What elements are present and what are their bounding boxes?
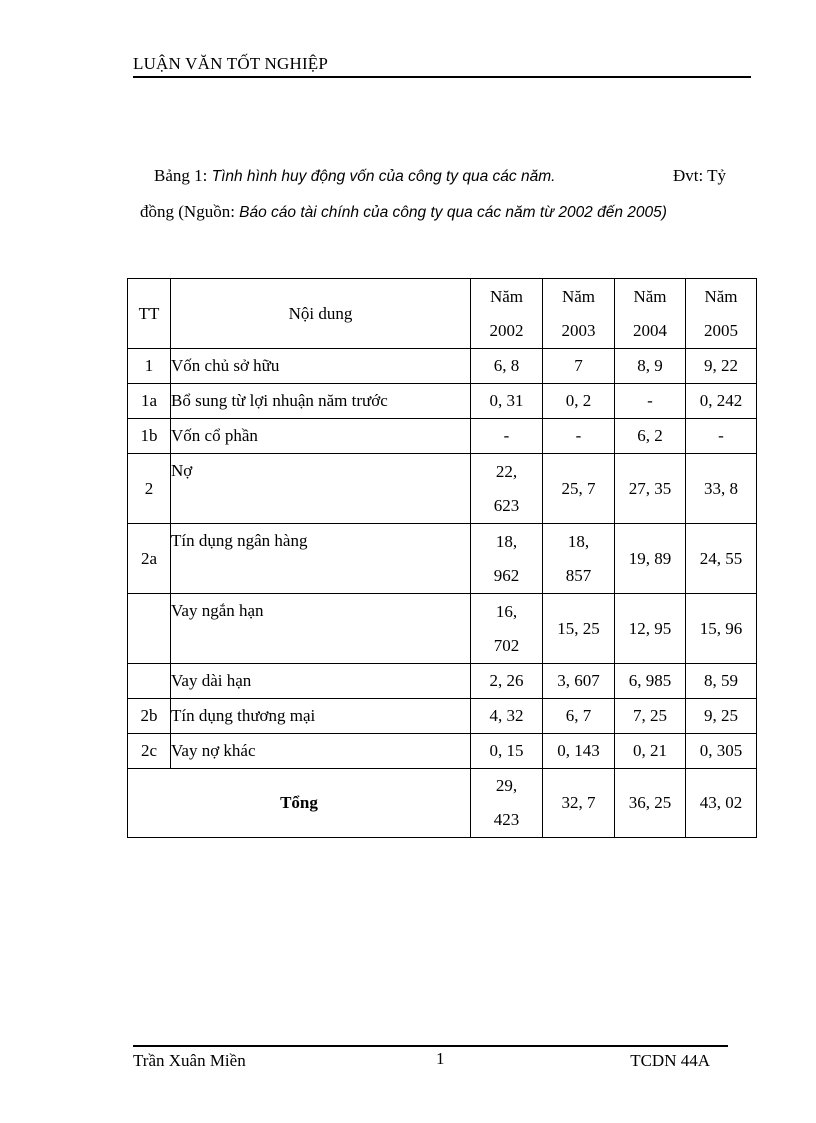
row-value [471, 524, 543, 594]
row-value: 6, 2 [615, 419, 686, 454]
row-value: 7 [543, 349, 615, 384]
row-value: 0, 21 [615, 734, 686, 769]
footer-page-number: 1 [436, 1049, 445, 1068]
value-part: 22, [495, 461, 518, 481]
row-tt [128, 664, 171, 699]
table-row [128, 664, 757, 699]
row-value: 6, 7 [543, 699, 615, 734]
capital-table [127, 278, 757, 838]
row-tt: 1 [128, 349, 171, 384]
row-value: 8, 59 [686, 664, 757, 699]
row-value [471, 594, 543, 664]
table-row [128, 454, 757, 524]
value-part: 623 [493, 495, 520, 515]
row-tt [128, 594, 171, 664]
footer-class: TCDN 44A [630, 1051, 710, 1070]
row-value: 27, 35 [615, 454, 686, 524]
row-label: Nợ [171, 454, 471, 524]
row-value: 4, 32 [471, 699, 543, 734]
row-tt: 2c [128, 734, 171, 769]
page-header [133, 54, 751, 78]
row-label: Vốn chủ sở hữu [171, 349, 471, 384]
row-label: Vay ngắn hạn [171, 594, 471, 664]
row-value: 0, 305 [686, 734, 757, 769]
caption-line-1 [140, 158, 730, 194]
row-value: 9, 25 [686, 699, 757, 734]
row-value: 33, 8 [686, 454, 757, 524]
table-row [128, 594, 757, 664]
total-label: Tổng [128, 769, 471, 838]
total-value: 36, 25 [615, 769, 686, 838]
row-value: 6, 8 [471, 349, 543, 384]
row-value: 6, 985 [615, 664, 686, 699]
caption-title: Tình hình huy động vốn của công ty qua các năm. [211, 168, 556, 185]
table-caption [140, 158, 730, 230]
value-part: 18, [495, 531, 518, 551]
header-title: LUẬN VĂN TỐT NGHIỆP [133, 54, 329, 73]
caption-prefix: Bảng 1: [154, 166, 212, 185]
row-value: 12, 95 [615, 594, 686, 664]
caption-source: Báo cáo tài chính của công ty qua các năm từ 2002 đến 2005) [239, 204, 667, 221]
row-value: 7, 25 [615, 699, 686, 734]
row-value: 0, 143 [543, 734, 615, 769]
row-value: 2, 26 [471, 664, 543, 699]
footer-author: Trần Xuân Miền [133, 1051, 246, 1070]
value-part: 29, [495, 776, 518, 795]
row-value: 0, 31 [471, 384, 543, 419]
caption-unit: Đvt: Tỷ [672, 166, 726, 185]
row-label: Vay dài hạn [171, 664, 471, 699]
row-value: 0, 15 [471, 734, 543, 769]
value-part: 18, [567, 531, 590, 551]
header-year: Năm 2004 [615, 279, 686, 349]
total-value: 32, 7 [543, 769, 615, 838]
row-tt: 1a [128, 384, 171, 419]
row-value: - [686, 419, 757, 454]
row-label: Vay nợ khác [171, 734, 471, 769]
row-label: Vốn cổ phần [171, 419, 471, 454]
row-tt: 1b [128, 419, 171, 454]
row-value: 15, 25 [543, 594, 615, 664]
row-value: - [471, 419, 543, 454]
page-footer [133, 1045, 728, 1077]
header-year: Năm 2005 [686, 279, 757, 349]
table-row [128, 384, 757, 419]
row-value: - [615, 384, 686, 419]
row-value: 15, 96 [686, 594, 757, 664]
row-tt: 2b [128, 699, 171, 734]
table-row [128, 349, 757, 384]
row-tt: 2a [128, 524, 171, 594]
row-label: Tín dụng thương mại [171, 699, 471, 734]
total-value [471, 769, 543, 838]
value-part: 16, [495, 601, 518, 621]
header-year: Năm 2003 [543, 279, 615, 349]
header-year: Năm 2002 [471, 279, 543, 349]
row-label: Bổ sung từ lợi nhuận năm trước [171, 384, 471, 419]
row-tt: 2 [128, 454, 171, 524]
row-value [471, 454, 543, 524]
value-part: 423 [493, 810, 520, 829]
table-row [128, 734, 757, 769]
table-total-row [128, 769, 757, 838]
value-part: 702 [493, 635, 520, 655]
row-value: 0, 242 [686, 384, 757, 419]
row-value: 24, 55 [686, 524, 757, 594]
row-value: 0, 2 [543, 384, 615, 419]
row-value: 9, 22 [686, 349, 757, 384]
row-value: - [543, 419, 615, 454]
row-value: 3, 607 [543, 664, 615, 699]
table-header-row [128, 279, 757, 349]
table-row [128, 524, 757, 594]
total-value: 43, 02 [686, 769, 757, 838]
header-tt: TT [128, 279, 171, 349]
row-value [543, 524, 615, 594]
value-part: 857 [565, 565, 592, 585]
caption-source-prefix: đồng (Nguồn: [140, 202, 240, 221]
table-row [128, 699, 757, 734]
row-value: 8, 9 [615, 349, 686, 384]
header-content: Nội dung [171, 279, 471, 349]
row-value: 19, 89 [615, 524, 686, 594]
caption-line-2 [140, 194, 730, 230]
value-part: 962 [493, 565, 520, 585]
table-row [128, 419, 757, 454]
row-label: Tín dụng ngân hàng [171, 524, 471, 594]
row-value: 25, 7 [543, 454, 615, 524]
